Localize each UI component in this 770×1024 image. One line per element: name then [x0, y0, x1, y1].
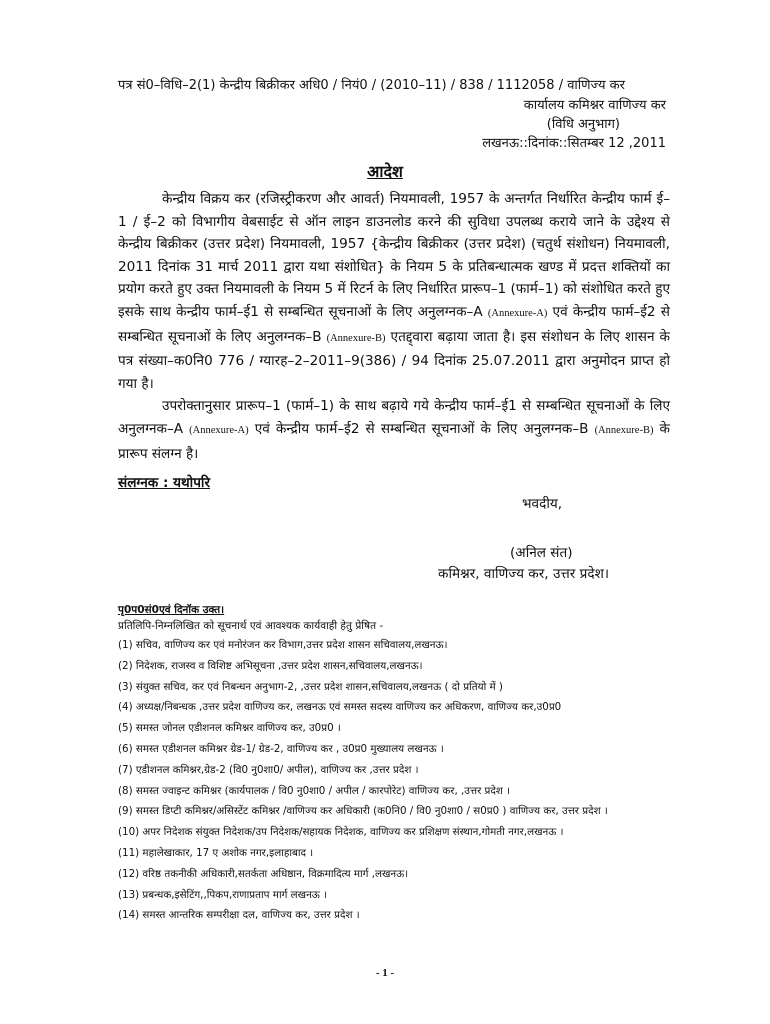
distribution-item: (4) अध्यक्ष/निबन्धक ,उत्तर प्रदेश वाणिज्य कर, लखनऊ एवं समस्त सदस्य वाणिज्य कर अधिकरण, वाणिज्य कर,उ0प्र0 [118, 701, 562, 714]
distribution-intro: प्रतिलिपि-निम्नलिखित को सूचनार्थ एवं आवश्यक कार्यवाही हेतु प्रेषित - [118, 620, 384, 632]
signatory-name: (अनिल संत) [510, 545, 573, 561]
closing-salutation: भवदीय, [522, 496, 563, 512]
distribution-item: (1) सचिव, वाणिज्य कर एवं मनोरंजन कर विभाग,उत्तर प्रदेश शासन सचिवालय,लखनऊ। [118, 639, 448, 651]
para1-text-2: एवं केन्द्रीय फार्म–ई2 से सम्बन्धित सूचनाओं के लिए अनुलग्नक–B [118, 303, 670, 345]
distribution-item: (10) अपर निदेशक संयुक्त निदेशक/उप निदेशक/सहायक निदेशक, वाणिज्य कर प्रशिक्षण संस्थान,गोमती नगर,लखनऊ । [118, 826, 564, 839]
distribution-item: (11) महालेखाकार, 17 ए अशोक नगर,इलाहाबाद । [118, 846, 314, 859]
distribution-heading: पृ0प0सं0एवं दिनॉक उक्त। [118, 604, 225, 616]
document-title [0, 160, 770, 182]
enclosure-note: संलग्नक : यथोपरि [118, 475, 211, 491]
letter-date: लखनऊ::दिनांक::सितम्बर 12 ,2011 [482, 136, 666, 151]
distribution-item: (6) समस्त एडीशनल कमिश्नर ग्रेड-1/ ग्रेड-2, वाणिज्य कर , उ0प्र0 मुख्यालय लखनऊ । [118, 742, 444, 755]
paragraph-2 [118, 395, 670, 465]
office-header [482, 96, 666, 153]
distribution-item: (13) प्रबन्धक,इसेटिंग,,पिकप,राणाप्रताप मार्ग लखनऊ । [118, 888, 328, 901]
para2-text-3: के प्रारूप संलग्न है। [118, 420, 670, 462]
distribution-item: (2) निदेशक, राजस्व व विशिष्ट अभिसूचना ,उत्तर प्रदेश शासन,सचिवालय,लखनऊ। [118, 659, 423, 672]
office-name: कार्यालय कमिश्नर वाणिज्य कर [523, 98, 666, 113]
para2-text-1: उपरोक्तानुसार प्रारूप–1 (फार्म–1) के साथ बढ़ाये गये केन्द्रीय फार्म–ई1 से सम्बन्धित सूचनाओं के लिए अनुलग्नक–A [118, 398, 670, 437]
distribution-item: (5) समस्त जोनल एडीशनल कमिश्नर वाणिज्य कर, उ0प्र0 । [118, 722, 341, 735]
title-text: आदेश [367, 162, 403, 181]
signatory-designation: कमिश्नर, वाणिज्य कर, उत्तर प्रदेश। [438, 566, 610, 582]
para2-text-2: एवं केन्द्रीय फार्म–ई2 से सम्बन्धित सूचनाओं के लिए अनुलग्नक–B [248, 420, 595, 437]
distribution-item: (3) संयुक्त सचिव, कर एवं निबन्धन अनुभाग-2, ,उत्तर प्रदेश शासन,सचिवालय,लखनऊ ( दो प्रतियो में ) [118, 680, 503, 693]
distribution-item: (7) एडीशनल कमिश्नर,ग्रेड-2 (वि0 नु0शा0/ अपील), वाणिज्य कर ,उत्तर प्रदेश । [118, 763, 419, 776]
distribution-list [118, 635, 678, 926]
paragraph-1 [118, 188, 670, 395]
distribution-item: (12) वरिष्ठ तकनीकी अधिकारी,सतर्कता अधिष्ठान, विक्रमादित्य मार्ग ,लखनऊ। [118, 867, 409, 880]
para1-text-1: केन्द्रीय विक्रय कर (रजिस्ट्रीकरण और आवर्त) नियमावली, 1957 के अन्तर्गत निर्धारित केन्द्रीय फार्म ई–1 / ई–2 को विभागीय वेबसाईट से ऑन लाइन डाउनलोड करने की सुविधा उपलब्ध कराये जाने के उद्देश्य से केन्द्रीय बिक्रीकर (उत्तर प्रदेश) नियमावली, 1957 {केन्द्रीय बिक्रीकर (उत्तर प्रदेश) (चतुर्थ संशोधन) नियमावली, 2011 दिनांक 31 मार्च 2011 द्वारा यथा संशोधित} के नियम 5 के प्रतिबन्धात्मक खण्ड में प्रदत्त शक्तियों का प्रयोग करते हुए उक्त नियमावली के नियम 5 में रिटर्न के लिए निर्धारित प्रारूप–1 (फार्म–1) को संशोधित करते हुए इसके साथ केन्द्रीय फार्म–ई1 से सम्बन्धित सूचनाओं के लिए अनुलग्नक–A [118, 191, 670, 320]
para1-annexure-b: (Annexure-B) [326, 332, 386, 344]
page-number: - 1 - [375, 967, 395, 979]
distribution-item: (14) समस्त आन्तरिक सम्परीक्षा दल, वाणिज्य कर, उत्तर प्रदेश । [118, 909, 360, 922]
para2-annexure-a: (Annexure-A) [189, 424, 249, 436]
para2-annexure-b: (Annexure-B) [594, 424, 654, 436]
para1-annexure-a: (Annexure-A) [487, 307, 548, 319]
order-body [118, 188, 670, 465]
distribution-item: (9) समस्त डिप्टी कमिश्नर/असिस्टेंट कमिश्नर /वाणिज्य कर अधिकारी (क0नि0 / वि0 नु0शा0 / स0प्र0 ) वाणिज्य कर, उत्तर प्रदेश । [118, 805, 608, 818]
section-name: (विधि अनुभाग) [546, 117, 620, 132]
letter-reference: पत्र सं0–विधि–2(1) केन्द्रीय बिक्रीकर अधि0 / नियं0 / (2010–11) / 838 / 1112058 / वाणिज्य कर [118, 78, 625, 93]
para1-text-3: एतद्द्वारा बढ़ाया जाता है। इस संशोधन के लिए शासन के पत्र संख्या–क0नि0 776 / ग्यारह–2–2011–9(386) / 94 दिनांक 25.07.2011 द्वारा अनुमोदन प्राप्त हो गया है। [118, 328, 670, 392]
distribution-item: (8) समस्त ज्वाइन्ट कमिश्नर (कार्यपालक / वि0 नु0शा0 / अपील / कारपोरेट) वाणिज्य कर, ,उत्तर प्रदेश । [118, 784, 511, 797]
